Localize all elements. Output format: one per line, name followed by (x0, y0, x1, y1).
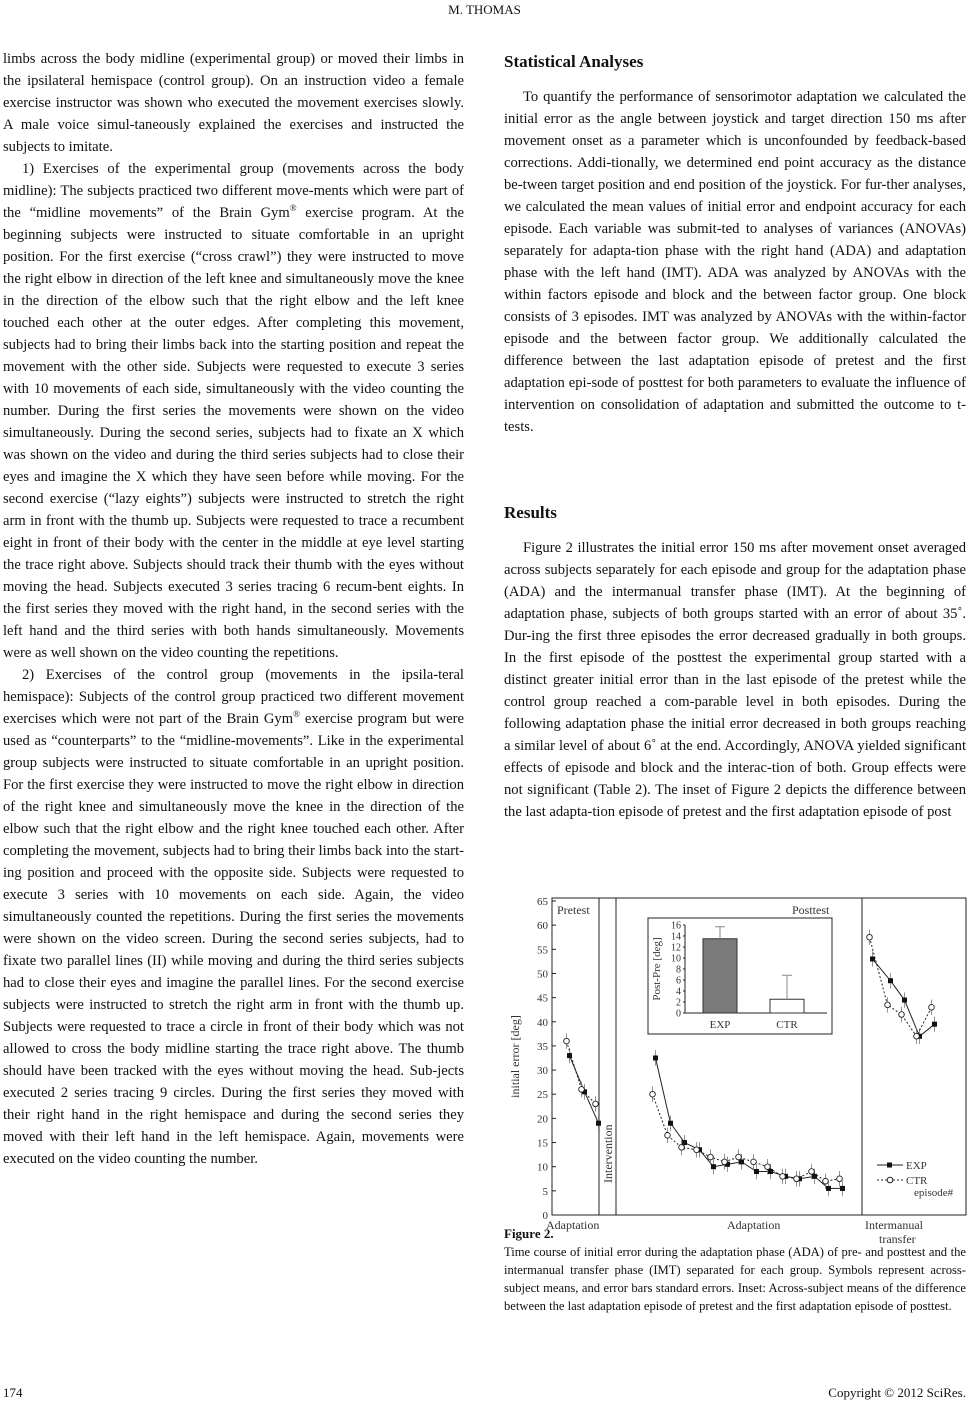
exp-data-point (682, 1140, 687, 1145)
adaptation-pre-label: Adaptation (546, 1218, 600, 1232)
y-tick-label: 50 (537, 968, 548, 981)
y-tick-label: 35 (537, 1040, 548, 1053)
ctr-data-point (679, 1145, 685, 1151)
y-tick-label: 60 (537, 920, 548, 933)
caption-text: Time course of initial error during the adaptation phase (ADA) of pre- and posttest and the intermanual transfer phase (IMT) separated for each group. Symbols represent across-subject means, and error bars standard errors. Inset: Across-subject means of the difference between the last adaptation episode of pretest and the first adaptation episode of posttest. (504, 1245, 966, 1313)
exp-data-point (768, 1169, 773, 1174)
ctr-data-point (564, 1038, 570, 1044)
left-column (3, 48, 464, 1170)
y-tick-label: 65 (537, 896, 548, 908)
legend-ctr-label: CTR (906, 1175, 928, 1187)
exp-data-point (902, 998, 907, 1003)
inset-y-tick-label: 10 (671, 953, 681, 965)
y-tick-label: 10 (537, 1161, 548, 1174)
exp-data-point (812, 1174, 817, 1179)
intervention-label: Intervention (601, 1124, 615, 1183)
inset-x-label-exp: EXP (709, 1019, 731, 1031)
body-paragraph: limbs across the body midline (experimental group) or moved their limbs in the ipsilateral hemispace (control group). On an instruction video a female exercise instructor was shown who executed the movement exercises slowly. A male voice simul-taneously explained the exercises and instructed the subjects to imitate. (3, 51, 464, 155)
ctr-data-point (899, 1012, 905, 1018)
exp-data-point (932, 1022, 937, 1027)
y-tick-label: 55 (537, 944, 548, 957)
inset-y-tick-label: 0 (676, 1008, 681, 1020)
body-paragraph: Figure 2 illustrates the initial error 150 ms after movement onset averaged across subjects separately for each episode and group for the adaptation phase (ADA) and the intermanual transfer phase (IMT). At the beginning of adaptation phase, subjects of both groups started with an error of about 35˚. Dur-ing the first three episodes the error decreased gradually in both groups. In the first episode of the posttest the experimental group started with a distinct greater initial error than in the last episode of the pretest while the control group reached a com-parable level in both episodes. During the following adaptation phase the initial error decreased in both groups reaching a similar level of about 6˚ at the end. Accordingly, ANOVA yielded significant effects of episode and block and the interac-tion of both. Group effects were not significant (Table 2). The inset of Figure 2 depicts the difference between the last adapta-tion episode of pretest and the first adaptation episode of post (504, 540, 966, 820)
inset-bar-ctr (770, 999, 804, 1013)
ctr-data-point (914, 1033, 920, 1039)
exp-data-point (840, 1186, 845, 1191)
y-tick-label: 45 (537, 992, 548, 1005)
running-header: M. THOMAS (448, 2, 521, 17)
ctr-data-point (593, 1101, 599, 1107)
ctr-data-point (722, 1159, 728, 1165)
ctr-data-point (650, 1091, 656, 1097)
ctr-data-point (780, 1174, 786, 1180)
y-tick-label: 40 (537, 1016, 548, 1029)
inset-y-axis-label: Post-Pre [deg] (651, 937, 663, 1001)
ctr-data-point (708, 1154, 714, 1160)
ctr-series-line (567, 1041, 596, 1104)
legend-exp-label: EXP (906, 1160, 927, 1172)
y-tick-label: 0 (542, 1210, 548, 1222)
exp-data-point (668, 1121, 673, 1126)
ctr-series-line (870, 937, 932, 1036)
ctr-data-point (929, 1004, 935, 1010)
posttest-label: Posttest (792, 903, 830, 917)
body-paragraph: 1) Exercises of the experimental group (movements across the body midline): The subjects practiced two different move-ments which were part of the “midline movements” of the Brain Gym® exercise program. At the beginning subjects were instructed to situate comfortable in an upright position. For the first exercise (“cross crawl”) they were instructed to move the right elbow in direction of the left knee and simultaneously move the knee in the direction of the elbow such that the right elbow and the left knee touched each other at the outer edges. After completing this movement, subjects had to bring their limbs back into the starting position and repeat the movement with the other side. Subjects were requested to execute 3 series with 10 movements of each side, simultaneously with the video counting the number. During the first series the movements were shown on the video simultaneously. During the second series, subjects had to fixate an X which was shown on the video and during the third series subjects had to close their eyes and imagine the X which they have seen before while moving. For the second exercise (“lazy eights”) subjects were instructed to stretch the right arm in front with the thumb up. Subjects were requested to trace a recumbent eight in front of their body with the center in the middle at eye level starting the trace right above. Subjects should track their thumb with the eyes without moving the head. Subjects executed 3 series tracing 6 recum-bent eights. In the first series they moved with the right hand, in the second series with the left hand and the third series with both hands simultaneously. Movements were as well shown on the video counting the repetitions. (3, 161, 464, 661)
inset-y-tick-label: 6 (676, 975, 681, 987)
exp-data-point (870, 956, 875, 961)
body-paragraph: To quantify the performance of sensorimotor adaptation we calculated the initial error as the angle between joystick and target direction 150 ms after movement onset as a parameter which is unconfounded by feedback-based corrections. Addi-tionally, we determined end point accuracy as the distance be-tween target position and end position of the joystick. For fur-ther analyses, we calculated the mean values of initial error and endpoint accuracy for each episode. Each variable was submit-ted to analyses of variances (ANOVAs) separately for adapta-tion phase with the right hand (ADA) and adaptation phase with the left hand (IMT). ADA was analyzed by ANOVAs with the within factors episode and block and the between factor group. One block consists of 3 episodes. IMT was analyzed by ANOVAs with the within-factor episode and the between factor group. We additionally calculated the difference between the last adaptation episode of pretest and the first adaptation epi-sode of posttest for both parameters to evaluate the influence of intervention on consolidation of adaptation and submitted the outcome to t-tests. (504, 89, 966, 435)
exp-data-point (888, 978, 893, 983)
exp-data-point (754, 1169, 759, 1174)
ctr-data-point (823, 1178, 829, 1184)
exp-data-point (653, 1056, 658, 1061)
exp-data-point (826, 1186, 831, 1191)
inset-x-label-ctr: CTR (776, 1019, 798, 1031)
right-column-results (504, 537, 966, 823)
figure-caption (504, 1225, 966, 1315)
episode-label: episode# (914, 1187, 954, 1199)
inset-y-tick-label: 16 (671, 920, 681, 932)
adaptation-post-label: Adaptation (727, 1218, 781, 1232)
inset-bar-exp (703, 939, 737, 1013)
copyright: Copyright © 2012 SciRes. (828, 1385, 966, 1400)
y-tick-label: 5 (542, 1185, 548, 1198)
ctr-data-point (794, 1176, 800, 1182)
ctr-data-point (579, 1087, 585, 1093)
ctr-data-point (837, 1176, 843, 1182)
exp-data-point (596, 1121, 601, 1126)
ctr-data-point (867, 934, 873, 940)
ctr-data-point (885, 1002, 891, 1008)
page-number: 174 (3, 1385, 23, 1400)
section-heading-results: Results (504, 503, 557, 522)
caption-title: Figure 2. (504, 1226, 554, 1241)
exp-data-point (739, 1159, 744, 1164)
ctr-data-point (665, 1132, 671, 1138)
inset-y-tick-label: 8 (676, 964, 681, 976)
imt-label-1: Intermanual (865, 1218, 923, 1232)
ctr-data-point (765, 1164, 771, 1170)
y-tick-label: 25 (537, 1089, 548, 1102)
section-heading-statistical-analyses: Statistical Analyses (504, 52, 644, 71)
legend-exp-marker (887, 1163, 892, 1168)
right-column-stat (504, 86, 966, 438)
inset-y-tick-label: 12 (671, 942, 681, 954)
y-tick-label: 15 (537, 1137, 548, 1150)
imt-label-2: transfer (879, 1232, 916, 1246)
inset-y-tick-label: 2 (676, 997, 681, 1009)
inset-y-tick-label: 14 (671, 931, 681, 943)
exp-data-point (711, 1164, 716, 1169)
ctr-data-point (736, 1154, 742, 1160)
legend-ctr-marker (887, 1177, 893, 1183)
y-tick-label: 30 (537, 1065, 548, 1078)
ctr-data-point (751, 1159, 757, 1165)
body-paragraph: 2) Exercises of the control group (movements in the ipsila-teral hemispace): Subjects of the control group practiced two different movement exercises which were not part of the Brain Gym® exercise program but were used as “counterparts” to the “midline-movements”. Like in the experimental group subjects were instructed to situate comfortable in an upright position. For the first exercise they were instructed to move the right elbow in direction of the right knee and simultaneously move the knee in the direction of the elbow such that the right elbow and the right knee touched each other. After completing the movement, subjects had to bring their limbs back into the start-ing position and proceed with the opposite side. Subjects were requested to execute 3 series with 10 movements on each side. Again, the video simultaneously counted the repetitions. During the first series the movements were shown on the video screen. During the second series subjects, had to fixate two parallel lines (II) while moving and during the third series subjects had to close their eyes and imagine the parallel lines. For the second exercise subjects were instructed to stretch the right arm in front with the thumb up. Subjects were requested to trace a circle in front of their body which was not allowed to cross the body midline starting the trace right above. The thumb should have been tracked with the eyes without moving the head. Sub-jects executed 2 series tracing 9 circles. During the first series they moved with their right hand in the right hemispace and during the second series they moved with their left hand in the left hemispace. Again, movements were executed on the video counting the number. (3, 667, 464, 1167)
ctr-data-point (809, 1169, 815, 1175)
y-axis-label: initial error [deg] (508, 1015, 522, 1098)
ctr-data-point (694, 1147, 700, 1153)
inset-y-tick-label: 4 (676, 986, 681, 998)
y-tick-label: 20 (537, 1113, 548, 1126)
pretest-label: Pretest (557, 903, 590, 917)
